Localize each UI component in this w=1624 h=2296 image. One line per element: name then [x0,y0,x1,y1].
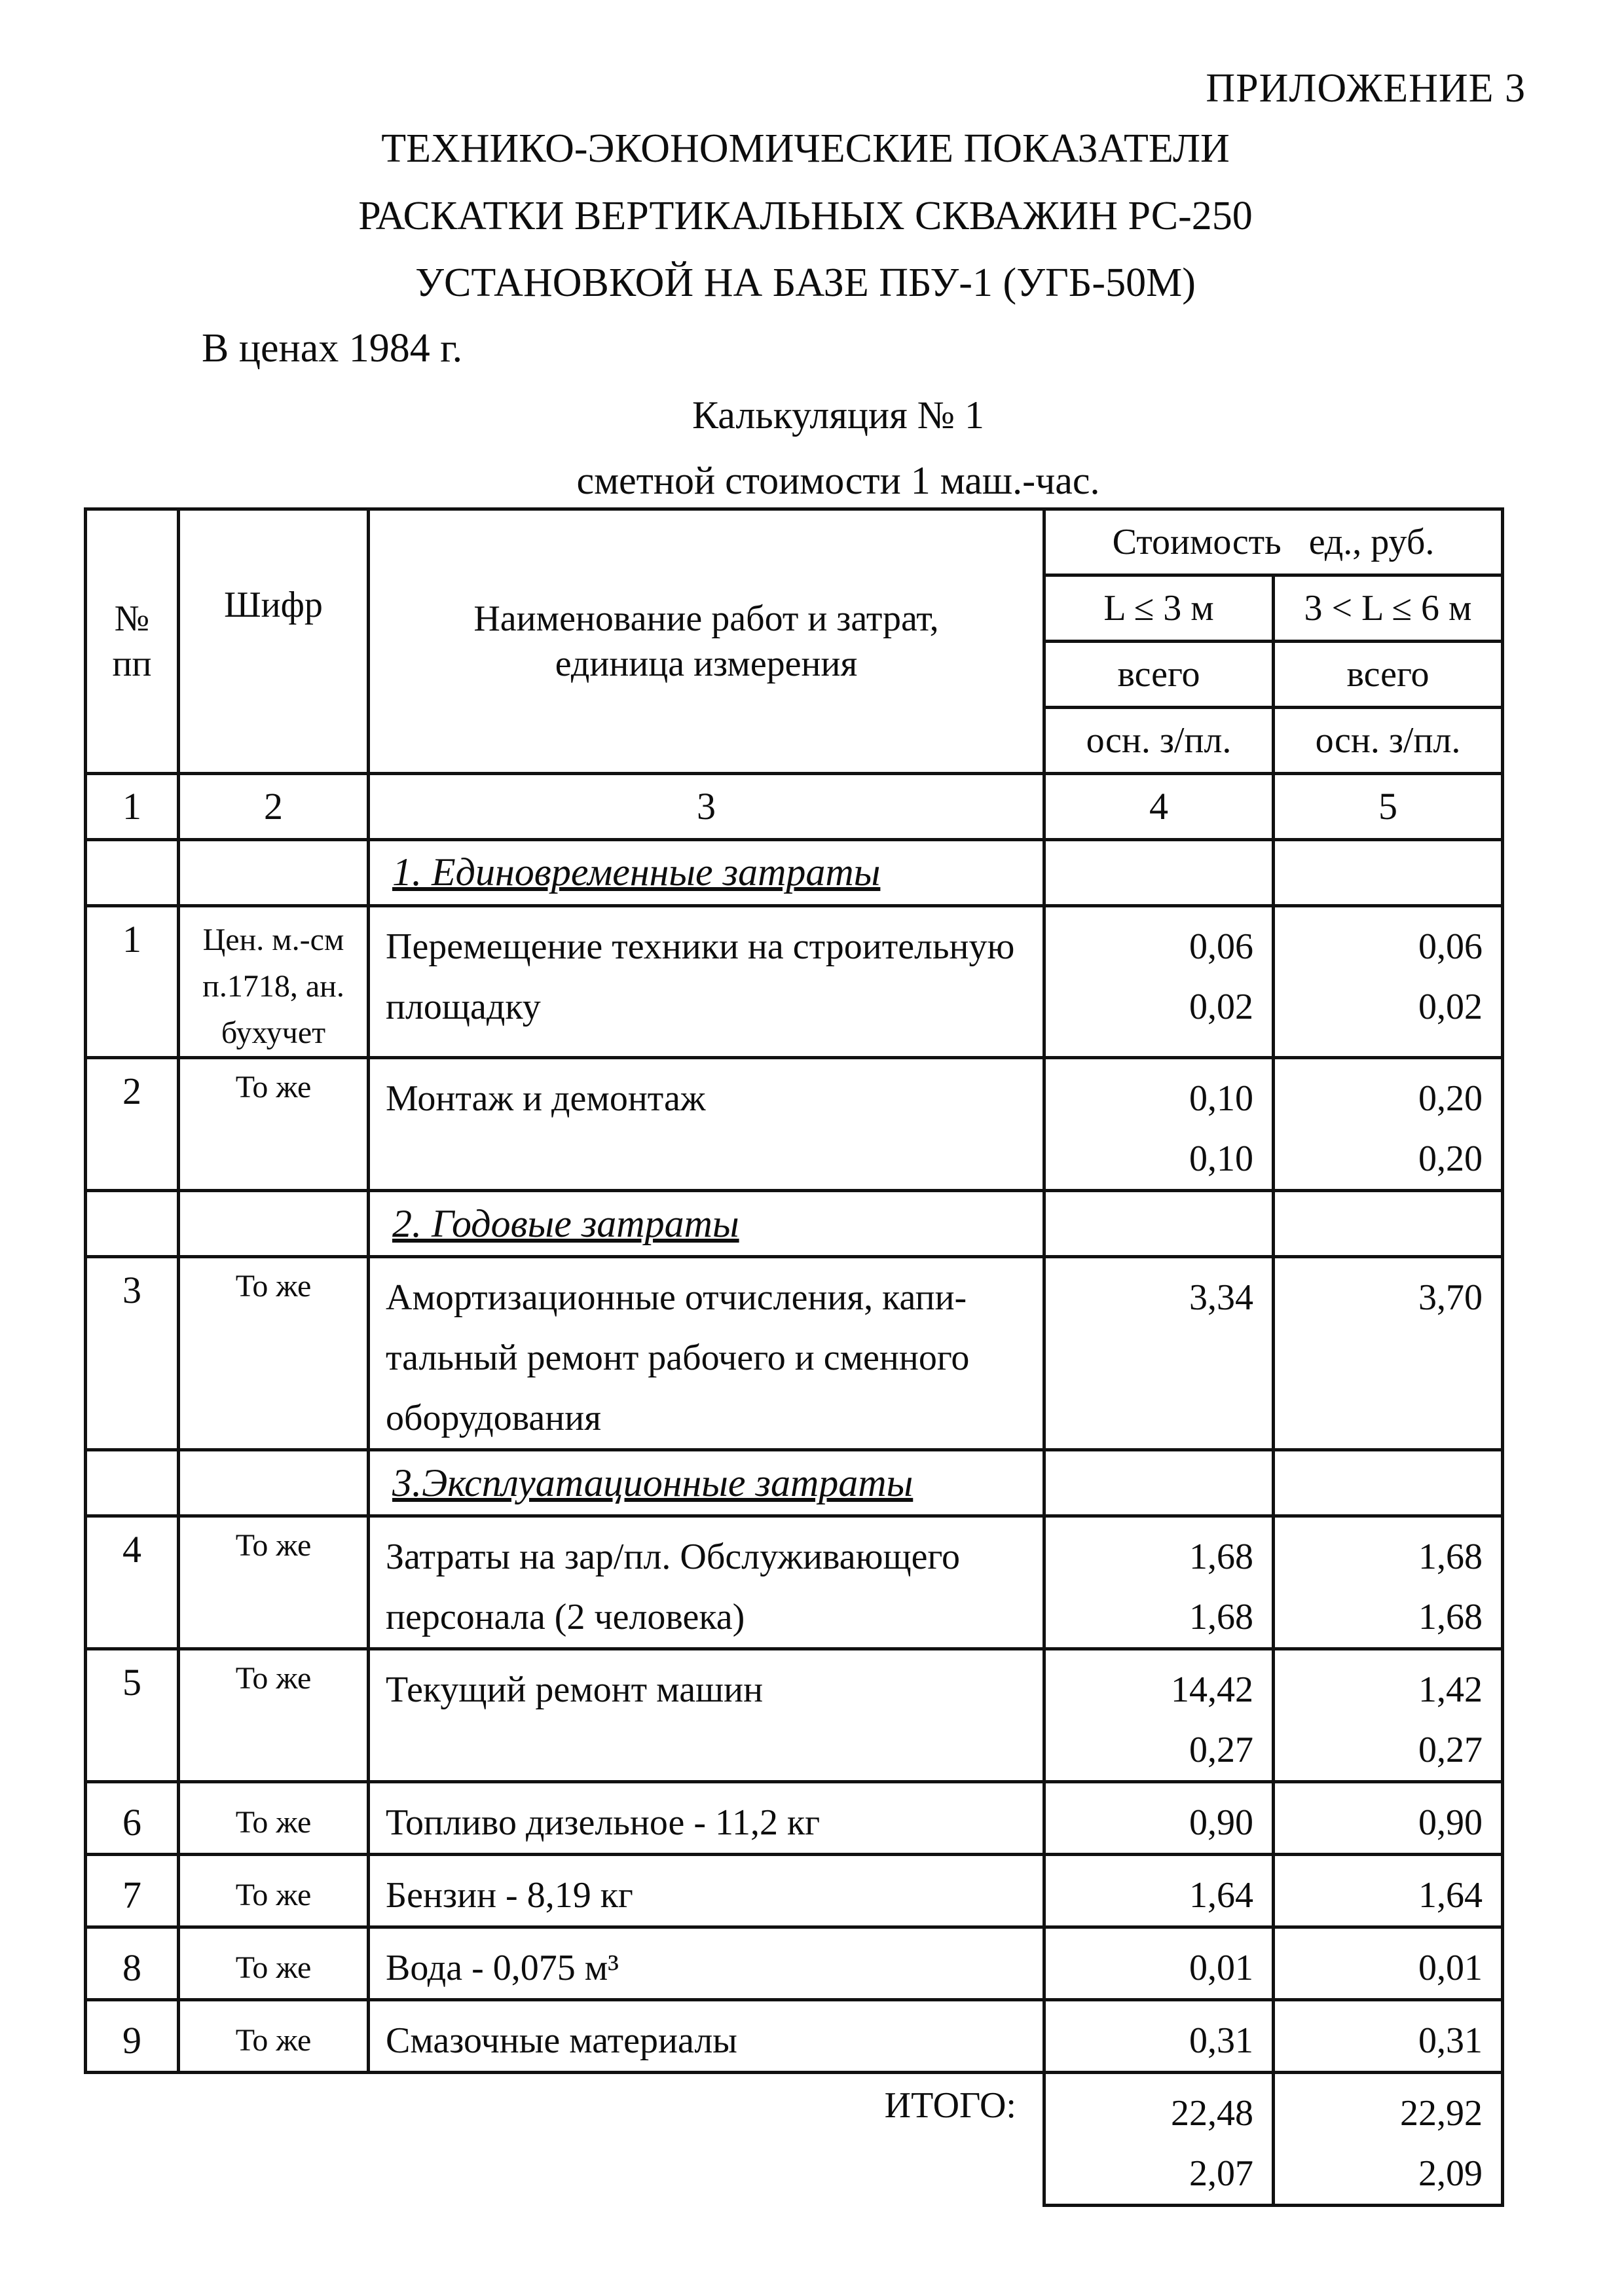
empty-cell [86,1191,179,1257]
row-number: 7 [86,1855,179,1927]
row-name-line: Перемещение техники на строительную [386,926,1015,967]
row-name [369,1257,1044,1450]
total-value-line: 2,07 [1189,2153,1253,2195]
row-value-line: 0,06 [1418,926,1483,967]
row-cipher [179,1257,369,1450]
row-name [369,1516,1044,1649]
row-number: 5 [86,1649,179,1782]
column-number: 5 [1274,774,1503,840]
header-number [86,509,179,774]
header-range-1: L ≤ 3 м [1044,575,1274,642]
appendix-label: ПРИЛОЖЕНИЕ 3 [1206,66,1526,111]
row-value-range-2 [1274,1516,1503,1649]
row-cipher-line: То же [235,1070,312,1105]
document-title-line-1: ТЕХНИКО-ЭКОНОМИЧЕСКИЕ ПОКАЗАТЕЛИ [381,126,1230,171]
row-value-line: 3,70 [1418,1277,1483,1319]
row-value-line: 1,64 [1418,1875,1483,1916]
row-value-line: 0,02 [1418,987,1483,1027]
row-value-range-1 [1044,1058,1274,1191]
row-cipher [179,906,369,1058]
row-cipher [179,2000,369,2073]
row-value-range-1 [1044,1516,1274,1649]
header-total-2: всего [1274,642,1503,708]
table-row [86,906,1503,1058]
table-row [86,1649,1503,1782]
column-number: 1 [86,774,179,840]
row-value-range-2 [1274,1058,1503,1191]
total-row [86,2073,1503,2206]
empty-cell [1274,1450,1503,1516]
table-row [86,1257,1503,1450]
section-title: 2. Годовые затраты [369,1191,1044,1257]
row-value-line: 1,68 [1418,1537,1483,1578]
row-value-line: 0,31 [1189,2020,1253,2062]
header-name [369,509,1044,774]
price-basis-note: В ценах 1984 г. [202,326,463,371]
calculation-subtitle: сметной стоимости 1 маш.-час. [576,459,1100,502]
row-value-range-2 [1274,906,1503,1058]
row-value-range-1 [1044,906,1274,1058]
row-name-line: Смазочные материалы [386,2020,737,2062]
document-title-line-2: РАСКАТКИ ВЕРТИКАЛЬНЫХ СКВАЖИН РС-250 [358,194,1253,238]
row-cipher [179,1649,369,1782]
row-cipher [179,1782,369,1855]
header-range-2: 3 < L ≤ 6 м [1274,575,1503,642]
row-value-range-1 [1044,2000,1274,2073]
row-value-line: 3,34 [1189,1277,1253,1319]
empty-cell [1274,1191,1503,1257]
row-name [369,1782,1044,1855]
column-number: 3 [369,774,1044,840]
row-number: 9 [86,2000,179,2073]
row-name-line: персонала (2 человека) [386,1597,745,1638]
cost-table [84,507,1504,2207]
empty-cell [1044,1191,1274,1257]
row-value-range-1 [1044,1855,1274,1927]
row-number: 3 [86,1257,179,1450]
header-total-1: всего [1044,642,1274,708]
header-wage-2: осн. з/пл. [1274,708,1503,774]
row-value-range-2 [1274,1257,1503,1450]
row-number: 8 [86,1927,179,2000]
section-row [86,1191,1503,1257]
row-value-range-1 [1044,1649,1274,1782]
row-cipher-line: То же [235,2023,312,2058]
header-name-line2: единица измерения [555,643,858,684]
row-value-range-1 [1044,1927,1274,2000]
header-name-line1: Наименование работ и затрат, [473,598,939,640]
row-number: 2 [86,1058,179,1191]
column-number: 4 [1044,774,1274,840]
row-name [369,1927,1044,2000]
row-cipher-line: То же [235,1950,312,1986]
row-name-line: Топливо дизельное - 11,2 кг [386,1802,821,1844]
row-value-line: 0,20 [1418,1139,1483,1180]
row-value-line: 0,10 [1189,1139,1253,1180]
empty-cell [1044,840,1274,906]
section-row [86,1450,1503,1516]
table-row [86,1516,1503,1649]
row-name [369,906,1044,1058]
row-value-range-2 [1274,1782,1503,1855]
row-cipher [179,1855,369,1927]
calculation-title: Калькуляция № 1 [692,393,984,437]
row-value-range-2 [1274,1649,1503,1782]
row-name [369,1058,1044,1191]
row-name-line: Монтаж и демонтаж [386,1078,706,1120]
row-value-line: 0,20 [1418,1078,1483,1120]
document-title-line-3: УСТАНОВКОЙ НА БАЗЕ ПБУ-1 (УГБ-50М) [415,261,1196,305]
row-value-line: 1,42 [1418,1669,1483,1711]
header-number-line1: № [114,598,150,640]
empty-cell [86,840,179,906]
row-value-range-2 [1274,2000,1503,2073]
header-cipher [179,509,369,774]
empty-cell [179,1450,369,1516]
row-name-line: Амортизационные отчисления, капи- [386,1277,967,1319]
row-value-line: 1,68 [1189,1537,1253,1578]
header-wage-1: осн. з/пл. [1044,708,1274,774]
row-number: 4 [86,1516,179,1649]
row-number: 6 [86,1782,179,1855]
row-cipher-line: бухучет [221,1015,326,1051]
empty-cell [179,1191,369,1257]
row-number: 1 [86,906,179,1058]
column-number: 2 [179,774,369,840]
row-name [369,2000,1044,2073]
row-value-line: 0,27 [1189,1730,1253,1771]
row-name [369,1855,1044,1927]
row-value-line: 1,64 [1189,1875,1253,1916]
total-label: ИТОГО: [884,2085,1016,2126]
row-value-range-1 [1044,1257,1274,1450]
row-value-line: 0,27 [1418,1730,1483,1771]
total-value-range-1 [1044,2073,1274,2206]
row-name-line: Вода - 0,075 м³ [386,1948,619,1989]
table-row [86,2000,1503,2073]
row-value-line: 1,68 [1189,1597,1253,1638]
total-value-line: 2,09 [1418,2153,1483,2195]
row-cipher [179,1516,369,1649]
row-cipher [179,1927,369,2000]
total-value-line: 22,48 [1171,2093,1253,2134]
row-value-range-1 [1044,1782,1274,1855]
table-row [86,1927,1503,2000]
empty-cell [1274,840,1503,906]
row-value-line: 0,90 [1418,1802,1483,1844]
table-row [86,1782,1503,1855]
row-name-line: тальный ремонт рабочего и сменного [386,1338,970,1379]
row-value-line: 0,90 [1189,1802,1253,1844]
row-cipher-line: То же [235,1878,312,1913]
empty-cell [1044,1450,1274,1516]
section-title: 1. Единовременные затраты [369,840,1044,906]
row-value-line: 0,06 [1189,926,1253,967]
row-cipher-line: То же [235,1661,312,1696]
row-value-line: 0,01 [1418,1948,1483,1989]
row-cipher [179,1058,369,1191]
row-value-line: 0,02 [1189,987,1253,1027]
row-value-range-2 [1274,1927,1503,2000]
total-value-range-2 [1274,2073,1503,2206]
row-cipher-line: Цен. м.-см [202,922,344,957]
row-value-line: 0,10 [1189,1078,1253,1120]
table-row [86,1855,1503,1927]
row-cipher-line: То же [235,1269,312,1304]
row-cipher-line: То же [235,1528,312,1563]
row-name [369,1649,1044,1782]
table-row [86,1058,1503,1191]
row-name-line: Бензин - 8,19 кг [386,1875,633,1916]
row-cipher-line: То же [235,1805,312,1840]
section-row [86,840,1503,906]
section-title: 3.Эксплуатационные затраты [369,1450,1044,1516]
header-cipher-label: Шифр [224,584,323,625]
header-number-line2: пп [112,643,152,684]
row-name-line: площадку [386,987,541,1027]
row-value-range-2 [1274,1855,1503,1927]
row-value-line: 0,31 [1418,2020,1483,2062]
row-name-line: оборудования [386,1398,601,1439]
row-value-line: 1,68 [1418,1597,1483,1638]
total-value-line: 22,92 [1400,2093,1483,2134]
empty-cell [86,1450,179,1516]
row-name-line: Затраты на зар/пл. Обслуживающего [386,1537,960,1578]
header-cost: Стоимость ед., руб. [1044,509,1503,575]
row-value-line: 14,42 [1171,1669,1253,1711]
row-cipher-line: п.1718, ан. [202,969,344,1004]
row-name-line: Текущий ремонт машин [386,1669,764,1711]
empty-cell [179,840,369,906]
row-value-line: 0,01 [1189,1948,1253,1989]
